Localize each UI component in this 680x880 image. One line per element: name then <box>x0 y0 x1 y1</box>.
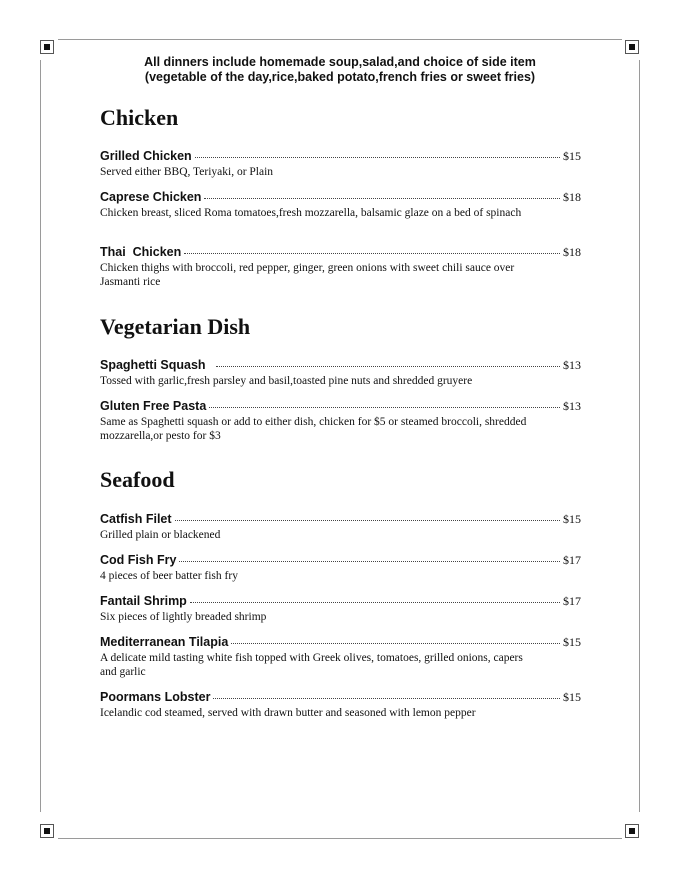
corner-marker-bottom-right <box>625 824 639 838</box>
menu-item <box>100 358 581 388</box>
item-description: 4 pieces of beer batter fish fry <box>100 570 238 582</box>
item-price: $15 <box>563 512 581 526</box>
item-name: Poormans Lobster <box>100 690 211 704</box>
item-name: Grilled Chicken <box>100 149 192 163</box>
item-description: Chicken thighs with broccoli, red pepper, ginger, green onions with sweet chili sauce over Jasmanti rice <box>100 262 515 288</box>
dot-leader <box>190 601 560 603</box>
item-description: Icelandic cod steamed, served with drawn butter and seasoned with lemon pepper <box>100 707 476 719</box>
item-name: Gluten Free Pasta <box>100 399 207 413</box>
dot-leader <box>209 406 560 408</box>
section-title-chicken: Chicken <box>100 105 179 130</box>
item-price: $15 <box>563 690 581 704</box>
menu-item <box>100 399 581 443</box>
item-price: $18 <box>563 245 581 259</box>
menu-item <box>100 553 581 583</box>
dot-leader <box>175 519 560 521</box>
item-price: $13 <box>563 399 581 413</box>
intro-note <box>100 55 580 85</box>
item-description: Same as Spaghetti squash or add to either dish, chicken for $5 or steamed broccoli, shredded mozzarella,or pesto for $3 <box>100 416 527 442</box>
item-name: Caprese Chicken <box>100 190 202 204</box>
item-name: Spaghetti Squash <box>100 358 206 372</box>
item-description: Grilled plain or blackened <box>100 529 221 541</box>
menu-item <box>100 594 581 624</box>
item-price: $17 <box>563 553 581 567</box>
dot-leader <box>231 642 560 644</box>
item-name: Mediterranean Tilapia <box>100 635 229 649</box>
item-description: Chicken breast, sliced Roma tomatoes,fresh mozzarella, balsamic glaze on a bed of spinach <box>100 207 522 219</box>
item-price: $15 <box>563 149 581 163</box>
dot-leader <box>216 365 560 367</box>
menu-item <box>100 690 581 720</box>
item-price: $17 <box>563 594 581 608</box>
dot-leader <box>213 697 560 699</box>
item-description: A delicate mild tasting white fish topped with Greek olives, tomatoes, grilled onions, capers and garlic <box>100 652 523 678</box>
item-name: Cod Fish Fry <box>100 553 177 567</box>
section-title-vegetarian: Vegetarian Dish <box>100 314 251 339</box>
menu-item <box>100 245 581 289</box>
item-price: $13 <box>563 358 581 372</box>
intro-line-2: (vegetable of the day,rice,baked potato,french fries or sweet fries) <box>144 70 536 84</box>
item-price: $15 <box>563 635 581 649</box>
menu-item <box>100 190 581 220</box>
frame-top-line <box>58 39 622 40</box>
section-title-seafood: Seafood <box>100 467 175 492</box>
frame-bottom-line <box>58 838 622 839</box>
frame-right-line <box>639 60 640 812</box>
item-description: Served either BBQ, Teriyaki, or Plain <box>100 166 274 178</box>
menu-item <box>100 635 581 679</box>
dot-leader <box>179 560 560 562</box>
item-name: Thai Chicken <box>100 245 182 259</box>
corner-marker-top-left <box>40 40 54 54</box>
menu-item <box>100 149 581 179</box>
item-description: Six pieces of lightly breaded shrimp <box>100 611 267 623</box>
menu-item <box>100 512 581 542</box>
frame-left-line <box>40 60 41 812</box>
item-name: Catfish Filet <box>100 512 172 526</box>
dot-leader <box>195 156 560 158</box>
item-price: $18 <box>563 190 581 204</box>
dot-leader <box>204 197 560 199</box>
dot-leader <box>184 252 560 254</box>
corner-marker-top-right <box>625 40 639 54</box>
corner-marker-bottom-left <box>40 824 54 838</box>
intro-line-1: All dinners include homemade soup,salad,and choice of side item <box>144 55 536 69</box>
item-description: Tossed with garlic,fresh parsley and basil,toasted pine nuts and shredded gruyere <box>100 375 473 387</box>
item-name: Fantail Shrimp <box>100 594 187 608</box>
